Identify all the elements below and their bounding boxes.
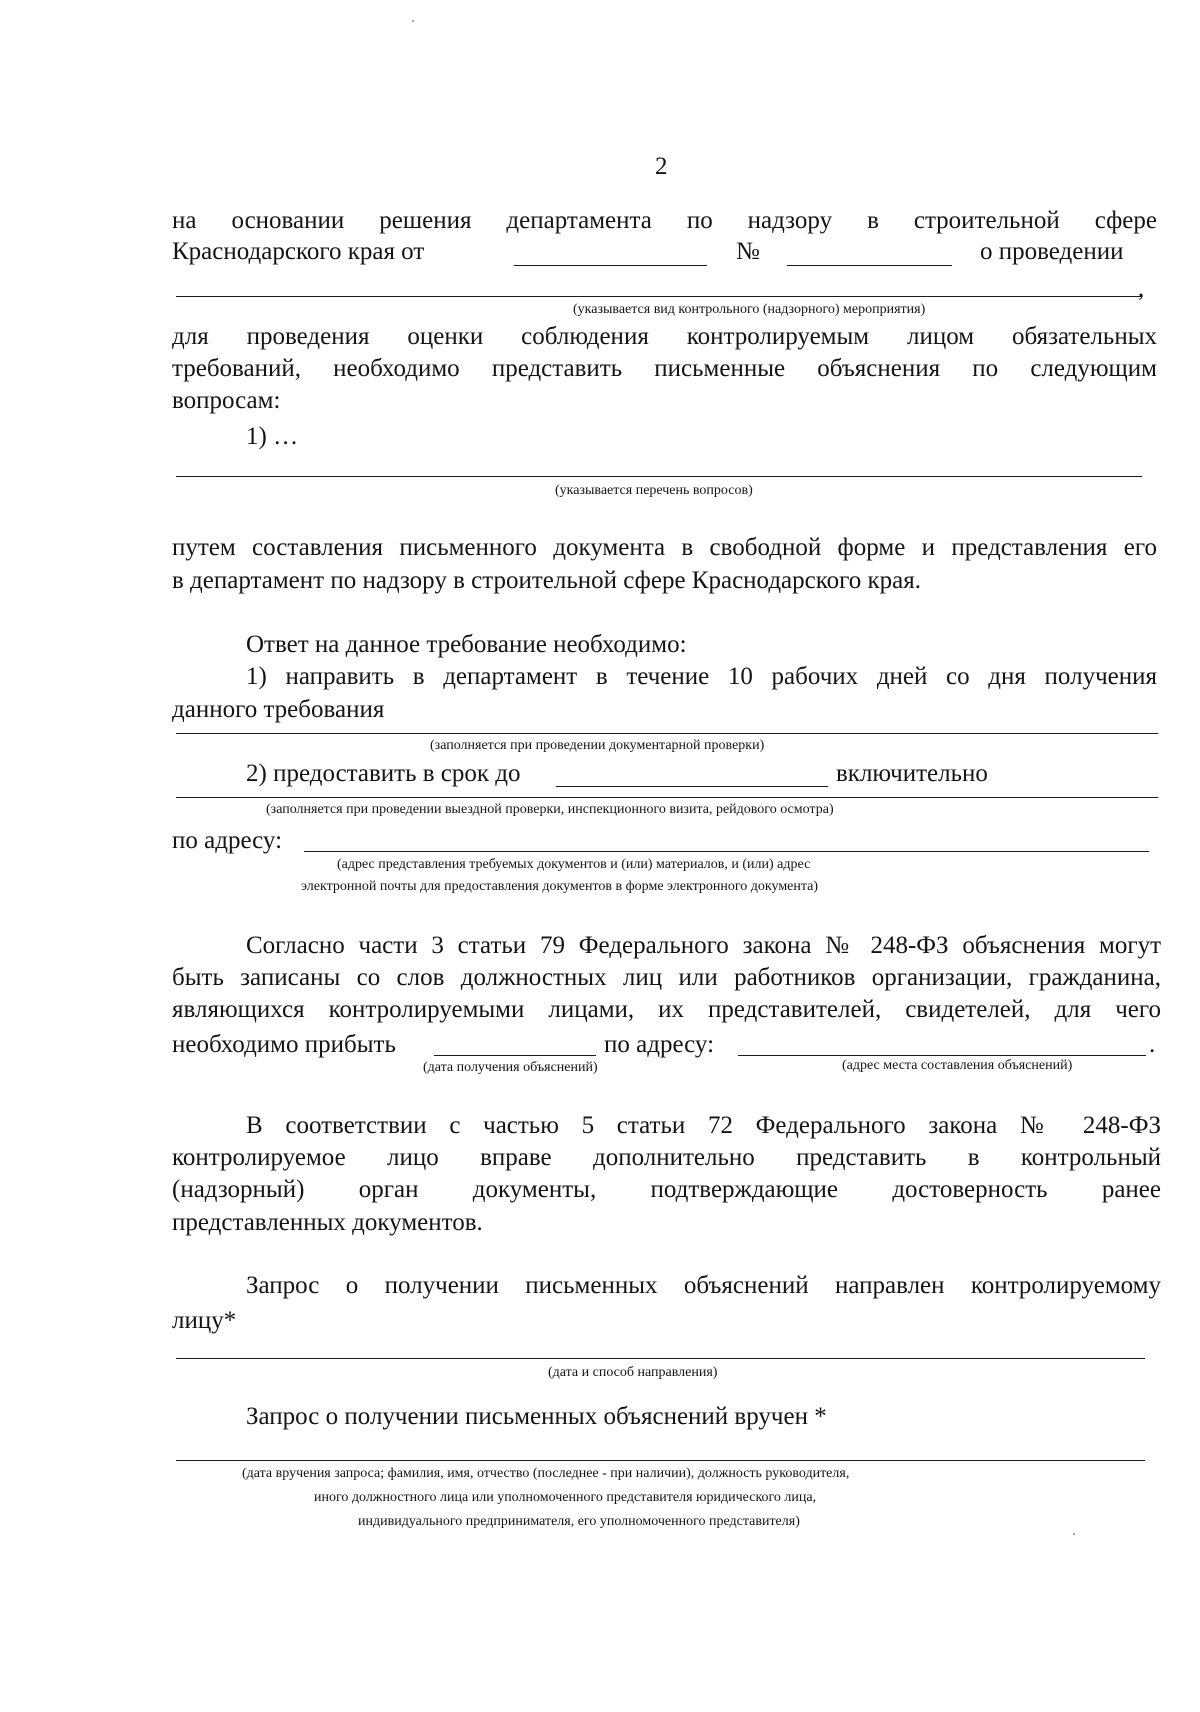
method-line-1: путем составления письменного документа в свободной форме и представления его <box>172 534 1157 561</box>
address-field[interactable] <box>304 851 1149 852</box>
deadline-date-field[interactable] <box>556 786 828 787</box>
art79-line-1: Согласно части 3 статьи 79 Федерального закона № 248-ФЗ объяснения могут <box>246 932 1161 959</box>
delivered-line-1: Запрос о получении письменных объяснений вручен * <box>246 1403 827 1430</box>
purpose-line-1: для проведения оценки соблюдения контролируемым лицом обязательных <box>172 323 1157 350</box>
explanation-date-hint: (дата получения объяснений) <box>423 1060 598 1075</box>
art79-line-2: быть записаны со слов должностных лиц или работников организации, гражданина, <box>172 964 1161 991</box>
documentary-check-hint: (заполняется при проведении документарной проверки) <box>430 738 765 753</box>
question-item-1: 1) … <box>246 423 299 450</box>
event-type-field[interactable] <box>176 296 1142 297</box>
questions-hint: (указывается перечень вопросов) <box>555 483 753 498</box>
delivered-details-field[interactable] <box>176 1460 1145 1461</box>
page-number: 2 <box>655 153 668 180</box>
basis-line-2-end: о проведении <box>980 238 1124 265</box>
art72-line-4: представленных документов. <box>172 1209 483 1236</box>
basis-comma: , <box>1138 275 1145 302</box>
site-check-hint: (заполняется при проведении выездной проверки, инспекционного визита, рейдового осмотра) <box>266 802 834 817</box>
delivered-hint-3: индивидуального предпринимателя, его уполномоченного представителя) <box>358 1514 800 1529</box>
scan-speck <box>1073 1533 1075 1535</box>
answer-item-1-line-1: 1) направить в департамент в течение 10 рабочих дней со дня получения <box>246 663 1157 690</box>
explanation-place-hint: (адрес места составления объяснений) <box>842 1058 1073 1073</box>
answer-intro: Ответ на данное требование необходимо: <box>246 631 687 658</box>
method-line-2: в департамент по надзору в строительной сфере Краснодарского края. <box>172 567 921 594</box>
art79-line-3: являющихся контролируемыми лицами, их представителей, свидетелей, для чего <box>172 996 1161 1023</box>
sent-line-1: Запрос о получении письменных объяснений направлен контролируемому <box>246 1272 1161 1299</box>
basis-line-1: на основании решения департамента по надзору в строительной сфере <box>172 207 1157 234</box>
art72-line-1: В соответствии с частью 5 статьи 72 Федерального закона № 248-ФЗ <box>246 1112 1161 1139</box>
basis-line-2-start: Краснодарского края от <box>172 238 425 265</box>
art72-line-2: контролируемое лицо вправе дополнительно представить в контрольный <box>172 1144 1161 1171</box>
answer-item-1-line-2: данного требования <box>172 696 385 723</box>
documentary-check-field[interactable] <box>176 733 1158 734</box>
answer-item-2-end: включительно <box>836 760 988 787</box>
purpose-line-3: вопросам: <box>172 387 281 414</box>
explanation-place-field[interactable] <box>738 1055 1146 1056</box>
address-hint-2: электронной почты для предоставления документов в форме электронного документа) <box>301 879 819 894</box>
answer-item-2-start: 2) предоставить в срок до <box>246 760 521 787</box>
event-type-hint: (указывается вид контрольного (надзорного) мероприятия) <box>573 302 926 317</box>
sent-date-method-field[interactable] <box>176 1358 1145 1359</box>
delivered-hint-1: (дата вручения запроса; фамилия, имя, отчество (последнее - при наличии), должность руководителя, <box>242 1466 850 1481</box>
sent-line-2: лицу* <box>172 1307 237 1334</box>
sent-hint: (дата и способ направления) <box>548 1365 718 1380</box>
number-sign: № <box>736 238 760 265</box>
delivered-hint-2: иного должностного лица или уполномоченного представителя юридического лица, <box>314 1490 817 1505</box>
scan-speck <box>412 20 414 22</box>
address-hint-1: (адрес представления требуемых документов и (или) материалов, и (или) адрес <box>337 857 811 872</box>
art79-line-4-start: необходимо прибыть <box>172 1031 396 1058</box>
address-label: по адресу: <box>172 827 283 854</box>
site-check-field[interactable] <box>176 797 1158 798</box>
explanation-date-field[interactable] <box>434 1055 596 1056</box>
decision-number-field[interactable] <box>787 265 952 266</box>
art79-line-4-mid: по адресу: <box>604 1031 715 1058</box>
purpose-line-2: требований, необходимо представить письменные объяснения по следующим <box>172 355 1157 382</box>
decision-date-field[interactable] <box>514 265 707 266</box>
art79-line-4-end: . <box>1149 1031 1156 1058</box>
art72-line-3: (надзорный) орган документы, подтверждающие достоверность ранее <box>172 1176 1161 1203</box>
questions-list-field[interactable] <box>176 476 1142 477</box>
